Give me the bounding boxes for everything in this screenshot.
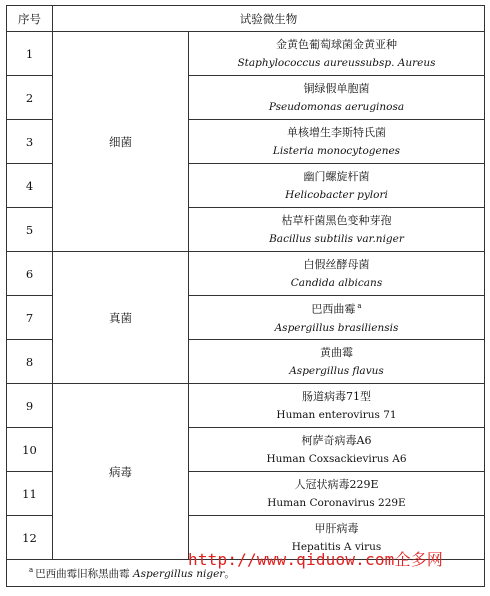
organism-english-name: Human enterovirus 71 [276,408,397,421]
row-number: 10 [7,428,53,472]
organism-scientific-name: Aspergillus brasiliensis [274,321,399,334]
footnote-scientific-name: Aspergillus niger [133,567,225,580]
header-serial-number: 序号 [7,6,53,32]
organism-scientific-name: Pseudomonas aeruginosa [268,100,405,113]
category-fungi: 真菌 [53,252,189,384]
organism-cell [189,76,485,120]
organism-english-name: Human Coronavirus 229E [267,496,406,509]
organism-cell [189,252,485,296]
row-number: 11 [7,472,53,516]
header-test-organism: 试验微生物 [53,6,485,32]
organism-cell [189,296,485,340]
organism-chinese-name: 黄曲霉 [320,345,353,359]
table-row [7,384,485,428]
row-number: 8 [7,340,53,384]
row-number: 2 [7,76,53,120]
organism-chinese-name: 金黄色葡萄球菌金黄亚种 [276,37,397,51]
organism-chinese-name-text: 巴西曲霉 [311,302,356,316]
organism-chinese-name: 柯萨奇病毒A6 [301,433,372,447]
organism-chinese-name: 幽门螺旋杆菌 [303,169,370,183]
organism-chinese-name: 白假丝酵母菌 [303,257,370,271]
organism-scientific-name: Listeria monocytogenes [272,144,401,157]
organism-cell [189,384,485,428]
organism-scientific-name: Candida albicans [290,276,383,289]
organism-scientific-name: Aspergillus flavus [289,364,384,377]
organism-cell [189,164,485,208]
row-number: 3 [7,120,53,164]
row-number: 5 [7,208,53,252]
organism-scientific-name: Bacillus subtilis var.niger [269,232,404,245]
organism-chinese-name [189,297,484,319]
table-row [7,32,485,76]
footnote-end: 。 [224,567,235,580]
footnote-text: 巴西曲霉旧称黑曲霉 [35,567,130,580]
organism-scientific-name: Staphylococcus aureussubsp. Aureus [237,56,436,69]
organism-cell [189,32,485,76]
test-microorganism-table [6,5,485,587]
row-number: 12 [7,516,53,560]
organism-cell [189,208,485,252]
organism-english-name: Hepatitis A virus [291,540,382,553]
footnote-marker: a [29,566,34,574]
organism-cell [189,340,485,384]
row-number: 7 [7,296,53,340]
table-header-row [7,6,485,32]
category-bacteria: 细菌 [53,32,189,252]
organism-cell [189,120,485,164]
organism-chinese-name: 人冠状病毒229E [294,477,379,491]
organism-chinese-name: 单核增生李斯特氏菌 [287,125,386,139]
organism-english-name: Human Coxsackievirus A6 [266,452,407,465]
organism-scientific-name: Helicobacter pylori [285,188,388,201]
organism-chinese-name: 肠道病毒71型 [302,389,371,403]
organism-cell [189,428,485,472]
organism-chinese-name: 铜绿假单胞菌 [303,81,370,95]
organism-cell [189,472,485,516]
row-number: 6 [7,252,53,296]
organism-chinese-name: 甲肝病毒 [314,521,359,535]
table-row [7,252,485,296]
organism-chinese-name: 枯草杆菌黑色变种芽孢 [281,213,392,227]
watermark: http://www.qiduow.com企多网 [188,550,444,569]
row-number: 4 [7,164,53,208]
footnote-marker: a [357,302,362,311]
row-number: 1 [7,32,53,76]
category-virus: 病毒 [53,384,189,560]
row-number: 9 [7,384,53,428]
